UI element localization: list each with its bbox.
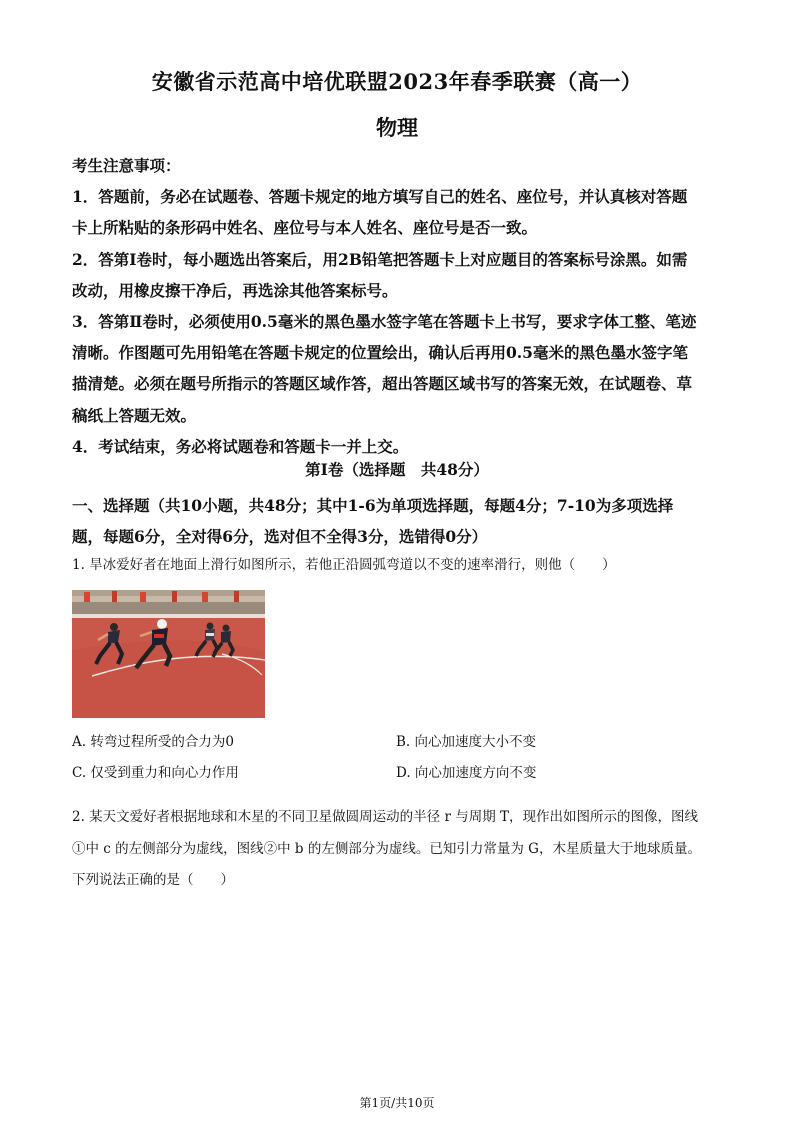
instruction-line: 1．答题前，务必在试题卷、答题卡规定的地方填写自己的姓名、座位号，并认真核对答题 (72, 187, 688, 207)
question-2-stem (72, 802, 724, 897)
question-2-line: 下列说法正确的是（ ） (72, 872, 234, 888)
instruction-line: 描清楚。必须在题号所指示的答题区域作答，超出答题区域书写的答案无效，在试题卷、草 (72, 374, 693, 394)
option-a: A. 转弯过程所受的合力为0 (72, 734, 234, 750)
section-heading: 第Ⅰ卷（选择题 共48分） (305, 460, 489, 479)
instruction-line: 4．考试结束，务必将试题卷和答题卡一并上交。 (72, 436, 409, 456)
question-2-line: 2. 某天文爱好者根据地球和木星的不同卫星做圆周运动的半径 r 与周期 T，现作出如图所示的图像，图线 (72, 809, 699, 825)
page-number: 第1页/共10页 (359, 1096, 435, 1110)
question-1-stem: 1. 旱冰爱好者在地面上滑行如图所示，若他正沿圆弧弯道以不变的速率滑行，则他（ ） (72, 557, 616, 573)
instruction-line: 稿纸上答题无效。 (72, 405, 197, 425)
instruction-line: 2．答第Ⅰ卷时，每小题选出答案后，用2B铅笔把答题卡上对应题目的答案标号涂黑。如需 (72, 249, 688, 269)
instruction-line: 3．答第Ⅱ卷时，必须使用0.5毫米的黑色墨水签字笔在答题卡上书写，要求字体工整、笔迹 (72, 312, 697, 332)
option-b: B. 向心加速度大小不变 (396, 734, 537, 750)
subject-title: 物理 (376, 115, 418, 140)
instructions-heading: 考生注意事项： (72, 156, 181, 175)
instruction-line: 卡上所粘贴的条形码中姓名、座位号与本人姓名、座位号是否一致。 (72, 218, 538, 238)
exam-instructions (72, 150, 722, 462)
intro-line: 题，每题6分，全对得6分，选对但不全得3分，选错得0分） (72, 527, 488, 546)
question-2-line: ①中 c 的左侧部分为虚线，图线②中 b 的左侧部分为虚线。已知引力常量为 G，木星质量大于地球质量。 (72, 840, 701, 857)
option-c: C. 仅受到重力和向心力作用 (72, 765, 239, 781)
instruction-line: 清晰。作图题可先用铅笔在答题卡规定的位置绘出，确认后再用0.5毫米的黑色墨水签字笔 (72, 343, 688, 363)
option-d: D. 向心加速度方向不变 (396, 765, 537, 781)
roller-skaters-photo (72, 590, 265, 718)
instruction-line: 改动，用橡皮擦干净后，再选涂其他答案标号。 (72, 280, 398, 300)
exam-title: 安徽省示范高中培优联盟2023年春季联赛（高一） (151, 69, 643, 94)
multiple-choice-intro (72, 490, 722, 552)
intro-line: 一、选择题（共10小题，共48分；其中1-6为单项选择题，每题4分；7-10为多项选择 (72, 496, 674, 515)
